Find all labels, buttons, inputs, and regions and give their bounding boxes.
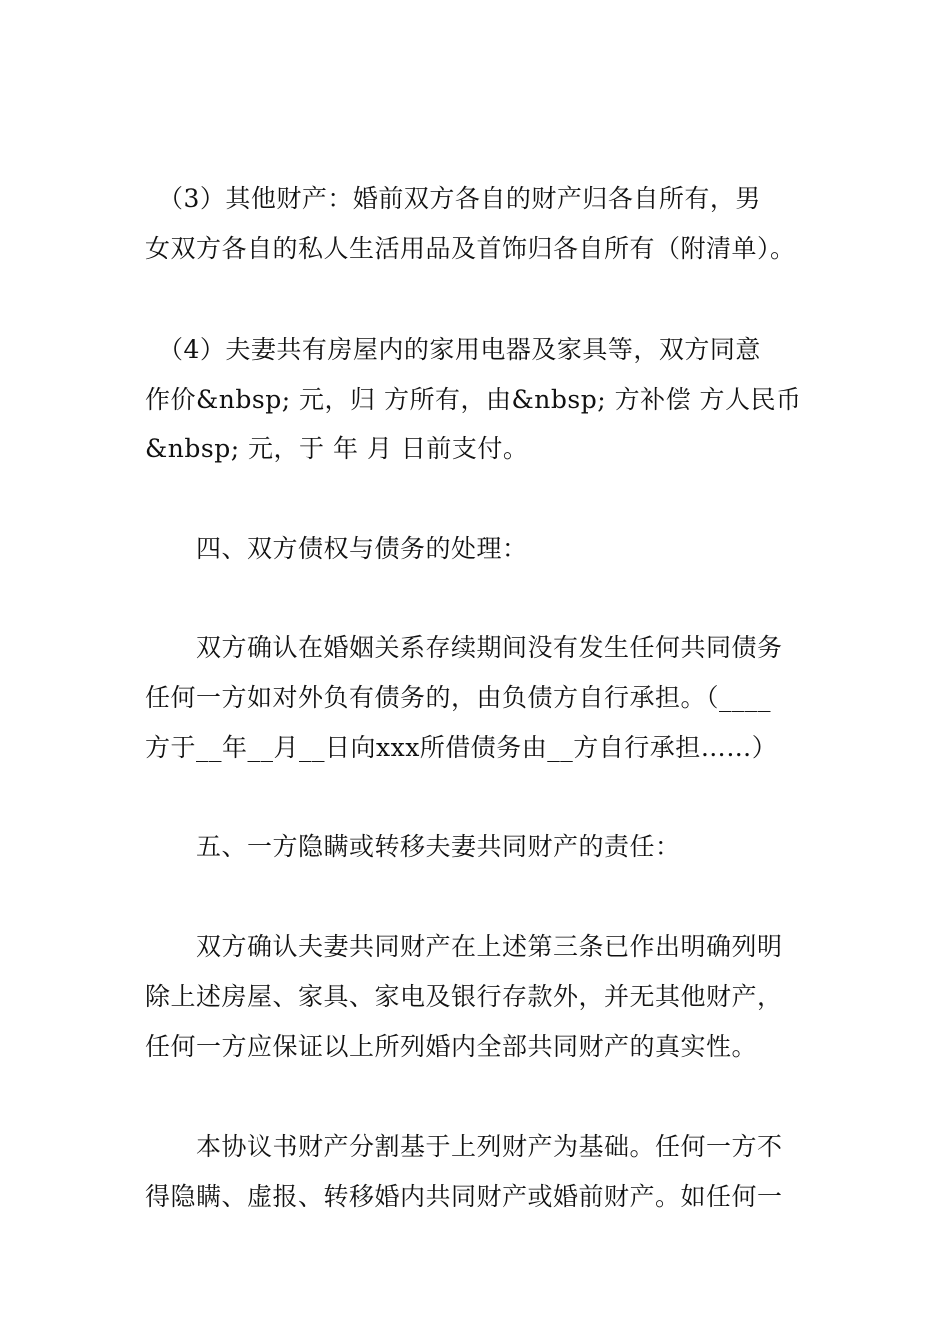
section-5-body-line-2: 除上述房屋、家具、家电及银行存款外，并无其他财产，	[145, 982, 783, 1011]
section-4-heading: 四、双方债权与债务的处理：	[145, 534, 528, 563]
section-4-body-line-2: 任何一方如对外负有债务的，由负债方自行承担。（____	[145, 683, 772, 712]
section-5-body-line-1: 双方确认夫妻共同财产在上述第三条已作出明确列明	[145, 932, 783, 961]
section-4-body-line-3: 方于__年__月__日向xxx所借债务由__方自行承担……）	[145, 733, 778, 762]
section-5-body-line-3: 任何一方应保证以上所列婚内全部共同财产的真实性。	[145, 1032, 758, 1061]
paragraph-3-line-2: 女双方各自的私人生活用品及首饰归各自所有（附清单）。	[145, 234, 796, 263]
section-5-heading: 五、一方隐瞒或转移夫妻共同财产的责任：	[145, 832, 681, 861]
paragraph-4-line-2: 作价&nbsp; 元，归 方所有，由&nbsp; 方补偿 方人民币	[145, 385, 802, 414]
section-5-body-2-line-2: 得隐瞒、虚报、转移婚内共同财产或婚前财产。如任何一	[145, 1182, 783, 1211]
paragraph-4-line-1: （4）夫妻共有房屋内的家用电器及家具等，双方同意	[145, 335, 761, 364]
section-4-body-line-1: 双方确认在婚姻关系存续期间没有发生任何共同债务	[145, 633, 783, 662]
paragraph-4-line-3: &nbsp; 元，于 年 月 日前支付。	[145, 434, 529, 463]
paragraph-3-line-1: （3）其他财产：婚前双方各自的财产归各自所有，男	[145, 184, 761, 213]
section-5-body-2-line-1: 本协议书财产分割基于上列财产为基础。任何一方不	[145, 1132, 783, 1161]
